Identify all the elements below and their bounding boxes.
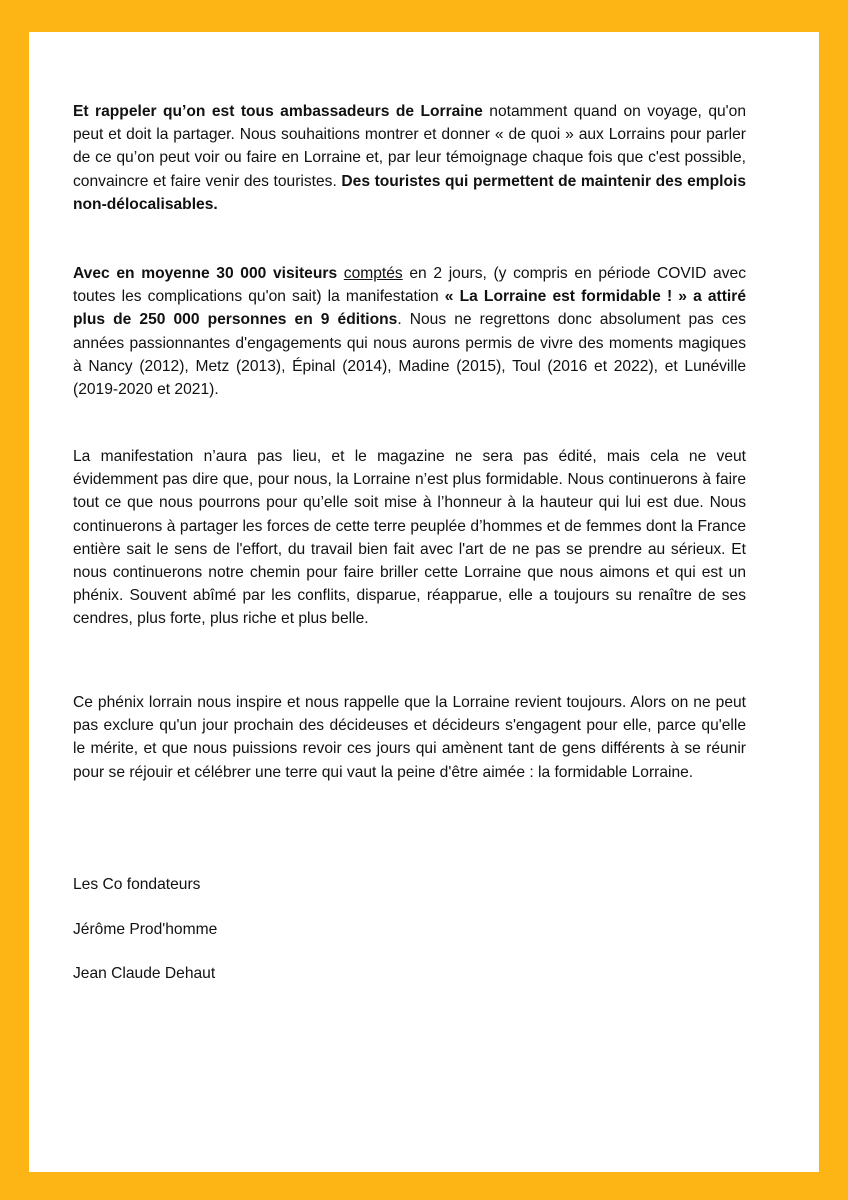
paragraph-phoenix-text: Ce phénix lorrain nous inspire et nous rappelle que la Lorraine revient toujours. Alors on ne peut pas exclure qu'un jour prochain des décideuses et décideurs s'engagent pour elle, parce qu'elle le mérite, et que nous puissions revoir ces jours qui amènent tant de gens différents à se réunir pour se réjouir et célébrer une terre qui vaut la peine d'être aimée : la formidable Lorraine. xyxy=(73,694,746,781)
paragraph-ambassadors-bold-lead: Et rappeler qu’on est tous ambassadeurs de Lorraine xyxy=(73,103,483,120)
paragraph-ambassadors-text: notamment quand on voyage, qu'on peut et doit la partager. Nous souhaitions montrer et donner « de quoi » aux Lorrains pour parler de ce qu’on peut voir ou faire en Lorraine et, par leur témoignage chaque fois que c'est possible, convaincre et faire venir des touristes. xyxy=(73,103,746,190)
signature-title: Les Co fondateurs xyxy=(73,876,201,893)
paragraph-visitors-text-tail: . Nous ne regrettons donc absolument pas ces années passionnantes d'engagements qui nous aurons permis de vivre des moments magiques à Nancy (2012), Metz (2013), Épinal (2014), Madine (2015), Toul (2016 et 2022), et Lunéville (2019-2020 et 2021). xyxy=(73,311,746,399)
paragraph-visitors xyxy=(73,262,746,401)
paragraph-formidable xyxy=(73,445,746,631)
paragraph-visitors-text: en 2 jours, (y compris en période COVID avec toutes les complications qu'on sait) la manifestation xyxy=(73,265,746,306)
paragraph-visitors-bold-lead: Avec en moyenne 30 000 visiteurs xyxy=(73,265,338,282)
paragraph-visitors-underlined: comptés xyxy=(343,265,403,282)
paragraph-ambassadors xyxy=(73,100,746,216)
paragraph-visitors-bold-mid: « La Lorraine est formidable ! » a attiré plus de 250 000 personnes en 9 éditions xyxy=(73,288,746,329)
paragraph-ambassadors-bold-tail: Des touristes qui permettent de maintenir des emplois non-délocalisables. xyxy=(73,172,746,213)
paragraph-formidable-text: La manifestation n’aura pas lieu, et le magazine ne sera pas édité, mais cela ne veut évidemment pas dire que, pour nous, la Lorraine n’est plus formidable. Nous continuerons à faire tout ce que nous pourrons pour qu’elle soit mise à l’honneur à la hauteur qui lui est due. Nous continuerons à partager les forces de cette terre peuplée d’hommes et de femmes dont la France entière sait le sens de l'effort, du travail bien fait avec l'art de ne pas se prendre au sérieux. Et nous continuerons notre chemin pour faire briller cette Lorraine que nous aimons et qui est un phénix. Souvent abîmé par les conflits, disparue, réapparue, elle a toujours su renaître de ses cendres, plus forte, plus riche et plus belle. xyxy=(73,448,746,628)
paragraph-visitors-space xyxy=(337,265,344,282)
paragraph-phoenix xyxy=(73,691,746,784)
signature-name-2: Jean Claude Dehaut xyxy=(73,965,216,982)
signature-name-1: Jérôme Prod'homme xyxy=(73,921,218,938)
